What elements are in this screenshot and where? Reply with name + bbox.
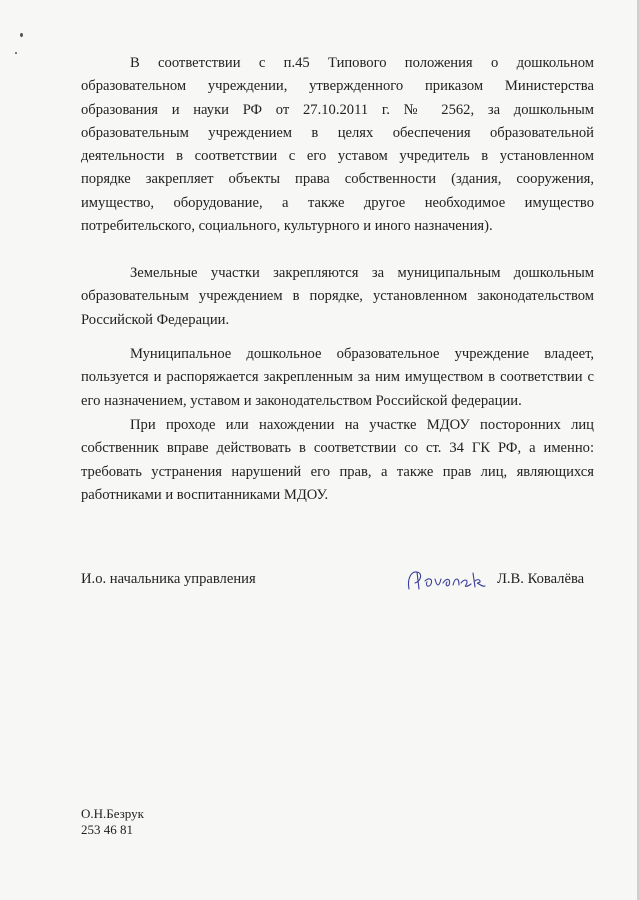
text-line: собственник вправе действовать в соответствии со ст. 34 ГК РФ, а именно: — [81, 440, 594, 457]
text-line: порядке закрепляет объекты права собственности (здания, сооружения, — [81, 171, 594, 188]
paragraph-3 — [81, 343, 594, 413]
text-line: потребительского, социального, культурного и иного назначения). — [81, 218, 493, 235]
position-title: И.о. начальника управления — [81, 571, 256, 587]
text-line: требовать устранения нарушений его прав, а также прав лиц, являющихся — [81, 463, 594, 480]
signature-block — [81, 567, 594, 597]
executor-phone: 253 46 81 — [81, 822, 133, 837]
text-line: Земельные участки закрепляются за муниципальным дошкольным — [130, 265, 594, 281]
text-line: образовательным учреждением в целях обеспечения образовательной — [81, 124, 594, 141]
text-line: образовательным учреждением в порядке, установленном законодательством — [81, 288, 594, 305]
executor-name: О.Н.Безрук — [81, 806, 144, 821]
text-line: Муниципальное дошкольное образовательное учреждение владеет, — [130, 346, 594, 362]
scan-speck — [20, 33, 23, 37]
paragraph-2 — [81, 262, 594, 332]
text-line: его назначением, уставом и законодательством Российской федерации. — [81, 392, 522, 409]
text-line: имущество, оборудование, а также другое необходимое имущество — [81, 194, 594, 211]
text-line: При проходе или нахождении на участке МДОУ посторонних лиц — [130, 417, 594, 433]
text-line: работниками и воспитанниками МДОУ. — [81, 486, 329, 503]
executor-footer — [81, 806, 144, 838]
text-line: деятельности в соответствии с его уставом учредитель в установленном — [81, 148, 594, 165]
text-line: Российской Федерации. — [81, 311, 230, 328]
text-line: В соответствии с п.45 Типового положения о дошкольном — [130, 55, 594, 71]
paragraph-4 — [81, 414, 594, 507]
signatory-name: Л.В. Ковалёва — [497, 571, 585, 587]
paragraph-1 — [81, 52, 594, 238]
text-line: образования и науки РФ от 27.10.2011 г. № 2562, за дошкольным — [81, 101, 594, 118]
scan-speck — [15, 52, 17, 54]
handwritten-signature — [403, 567, 487, 593]
text-line: образовательном учреждении, утвержденного приказом Министерства — [81, 78, 594, 95]
text-line: пользуется и распоряжается закрепленным за ним имуществом в соответствии с — [81, 369, 594, 386]
